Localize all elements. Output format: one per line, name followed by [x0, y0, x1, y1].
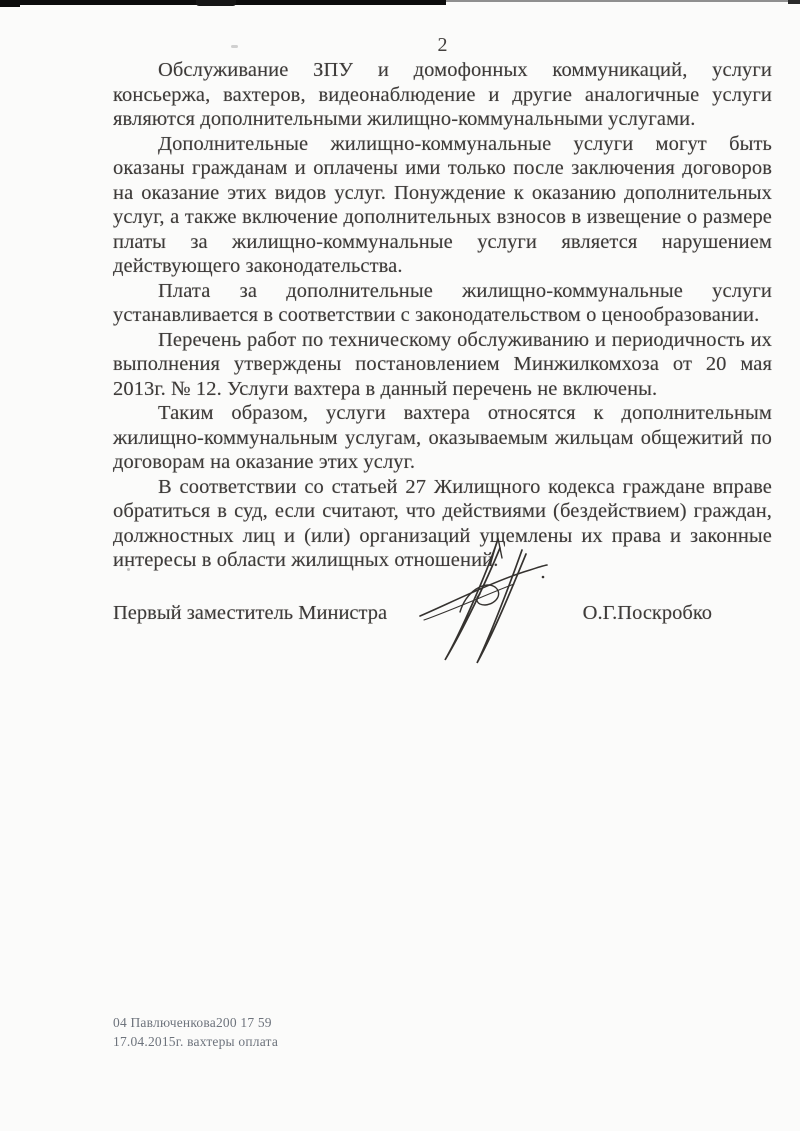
- footer-line-1: 04 Павлюченкова200 17 59: [113, 1015, 272, 1030]
- body-paragraph-2: Дополнительные жилищно-коммунальные услуги могут быть оказаны гражданам и оплачены ими только после заключения договоров на оказание этих видов услуг. Понуждение к оказанию дополнительных услуг, а также включение дополнительных взносов в извещение о размере платы за жилищно-коммунальные услуги является нарушением действующего законодательства.: [113, 132, 772, 277]
- footer-line-2: 17.04.2015г. вахтеры оплата: [113, 1034, 279, 1049]
- body-paragraph-4: Перечень работ по техническому обслуживанию и периодичность их выполнения утверждены постановлением Минжилкомхоза от 20 мая 2013г. № 12. Услуги вахтера в данный перечень не включены.: [113, 328, 772, 400]
- signer-position-title: Первый заместитель Министра: [113, 601, 388, 624]
- scan-edge-artifact: [788, 0, 800, 4]
- scan-edge-artifact: [0, 0, 20, 7]
- signature-block: [113, 601, 772, 626]
- document-body: [113, 33, 772, 626]
- signer-name: О.Г.Поскробко: [582, 601, 712, 624]
- body-paragraph-5: Таким образом, услуги вахтера относятся к дополнительным жилищно-коммунальным услугам, оказываемым жильцам общежитий по договорам на оказание этих услуг.: [113, 402, 772, 473]
- body-paragraph-3: Плата за дополнительные жилищно-коммунальные услуги устанавливается в соответствии с законодательством о ценообразовании.: [113, 279, 772, 326]
- body-paragraph-6: В соответствии со статьей 27 Жилищного кодекса граждане вправе обратиться в суд, если считают, что действиями (бездействием) граждан, должностных лиц и (или) организаций ущемлены их права и законные интересы в области жилищных отношений.: [113, 475, 772, 571]
- body-paragraph-1: Обслуживание ЗПУ и домофонных коммуникаций, услуги консьержа, вахтеров, видеонаблюдение и другие аналогичные услуги являются дополнительными жилищно-коммунальными услугами.: [113, 59, 772, 130]
- scan-edge-artifact: [446, 0, 800, 2]
- footer-note: [113, 1013, 278, 1051]
- page-number: 2: [437, 34, 448, 56]
- scan-edge-artifact: [196, 0, 236, 6]
